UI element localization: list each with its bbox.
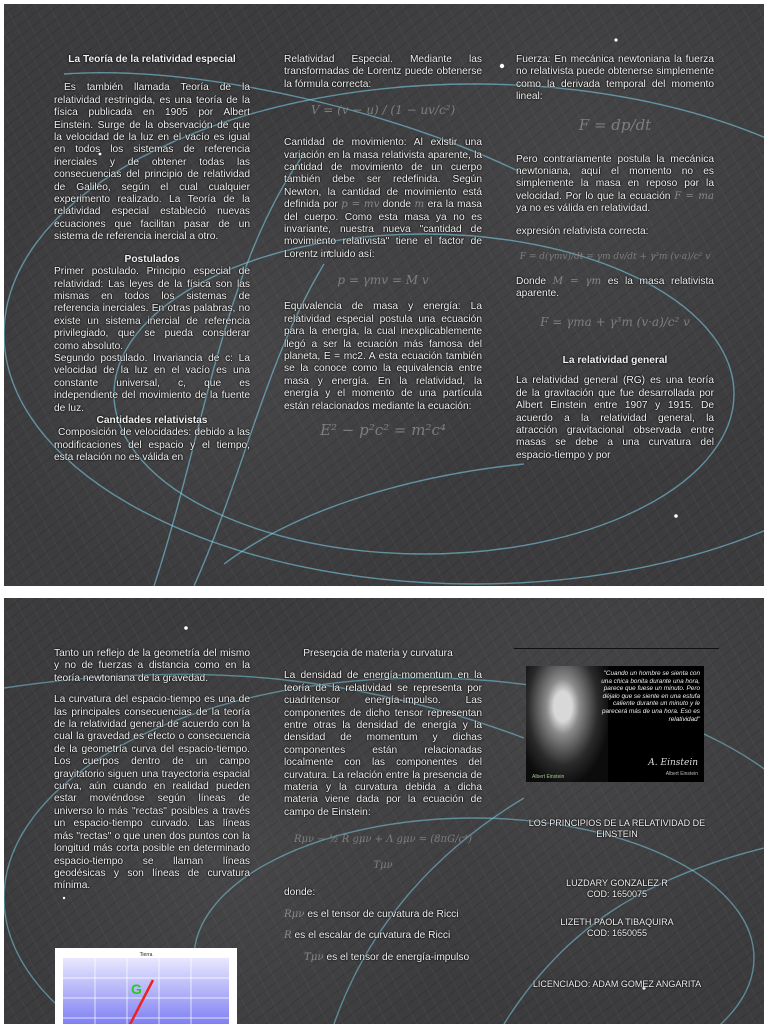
author-1-code: COD: 1650075 <box>586 889 648 899</box>
mass-energy-paragraph: Equivalencia de masa y energía: La relatividad especial postula una ecuación para la energía, la cual inexplicablemente llegó a ser la ecuación más famosa del planeta, E = mc2. A esta ecuación también se la conoce como la equivalencia entre masa y energía. En la relatividad, la energía y el momento de una partícula están relacionados mediante la ecuación: <box>284 301 482 412</box>
cover-title: LOS PRINCIPIOS DE LA RELATIVIDAD DE EINSTEIN <box>528 818 706 839</box>
figure-point-g: G <box>131 981 142 997</box>
quote-author: Albert Einstein <box>665 771 698 777</box>
mass-inline-eq: m <box>414 199 425 211</box>
contrast-text-b: ya no es válida en relatividad. <box>516 203 651 215</box>
spacetime-grid-image <box>55 948 237 1024</box>
signature: A. Einstein <box>648 758 698 768</box>
materia-curvatura-heading: Presencia de materia y curvatura <box>303 648 453 659</box>
page1-column-1 <box>54 54 250 465</box>
ricci-tensor-symbol: Rμν <box>284 908 305 920</box>
momentum-text-a: Cantidad de movimiento: Al existir una variación en la masa relativista aparente, la cantidad de movimiento de un cuerpo también debe ser redefinida. Según Newton, la cantidad de movimiento está definida por <box>284 137 482 211</box>
figure-label-tierra: Tierra <box>139 952 153 958</box>
relativistic-expression-label: expresión relativista correcta: <box>516 225 649 237</box>
ricci-scalar-symbol: R <box>284 930 292 942</box>
author-2-name: LIZETH PAOLA TIBAQUIRA <box>560 917 674 927</box>
apparent-mass-inline-eq: M = γm <box>552 276 602 288</box>
relatividad-general-heading: La relatividad general <box>562 354 668 366</box>
page2-column-2 <box>284 648 482 964</box>
postulado-1: Primer postulado. Principio especial de relatividad: Las leyes de la física son las mismas en todos los sistemas de referencia inerciales. En otras palabras, no existe un sistema inercial de referencia privilegiado, que se pueda considerar como absoluto. <box>54 266 250 352</box>
ricci-tensor-text: es el tensor de curvatura de Ricci <box>307 908 459 920</box>
energy-tensor-definition <box>284 952 482 964</box>
force-equation: F = dp/dt <box>578 115 652 134</box>
intro-paragraph: Es también llamada Teoría de la relatividad restringida, es una teoría de la física publicada en 1905 por Albert Einstein. Surge de la observación de que la velocidad de la luz en el vacío es igual en todos los sistemas de referencia inerciales y de obtener todas las consecuencias del principio de relatividad de Galileo, según el cual cualquier experimento realizado. La Teoría de la relatividad especial estableció nuevas ecuaciones que facilitan pasar de un sistema de referencia inercial a otro. <box>54 82 250 243</box>
author-1-name: LUZDARY GONZALEZ R <box>566 878 668 888</box>
contrast-text-a: Pero contrariamente postula la mecánica newtoniana, aquí el momento no es simplemente la masa en reposo por la velocidad. Por lo que la ecuación <box>516 153 714 202</box>
postulado-2: Segundo postulado. Invariancia de c: La velocidad de la luz en el vacío es una constante universal, c, que es independiente del movimiento de la fuente de luz. <box>54 352 250 414</box>
fma-inline-eq: F = ma <box>674 190 714 202</box>
lorentz-paragraph: Relatividad Especial. Mediante las transformadas de Lorentz puede obtenerse la fórmula correcta: <box>284 54 482 90</box>
energy-momentum-equation: E² − p²c² = m²c⁴ <box>320 420 446 439</box>
page2-column-1 <box>54 648 250 893</box>
momentum-text-b: donde <box>382 199 412 211</box>
force-text: En mecánica newtoniana la fuerza no relativista puede obtenerse simplemente como la derivada temporal del momento lineal: <box>516 54 714 103</box>
einstein-quote-image <box>526 666 704 782</box>
force-paragraph <box>516 54 714 104</box>
relativistic-force-equation: F = d(γmv)/dt = γm dv/dt + γ³m (v·a)/c² v <box>519 252 711 263</box>
divider-line <box>514 648 719 649</box>
momentum-text-c: era la masa del cuerpo. Como esta masa ya no es invariante, nuestra nueva "cantidad de movimiento relativista" tiene el factor de Lorentz incluido así: <box>284 199 482 260</box>
apparent-mass-text-a: Donde <box>516 276 547 288</box>
newtonian-contrast-paragraph <box>516 154 714 216</box>
postulados-heading: Postulados <box>124 253 180 265</box>
einstein-quote: "Cuando un hombre se sienta con una chica bonita durante una hora, parece que fuese un minuto. Pero déjalo que se siente en una estufa caliente durante un minuto y le parecerá más de una hora. Eso es relatividad" <box>601 670 700 723</box>
relativistic-momentum-equation: p = γmv = M v <box>337 273 429 288</box>
apparent-mass-paragraph <box>516 276 714 301</box>
force-label: Fuerza: <box>516 54 551 65</box>
einstein-field-equation: Rμν − ½ R gμν + Λ gμν = (8πG/c⁴) Tμν <box>294 834 472 872</box>
force-expanded-equation: F = γma + γ³m (v·a)/c² v <box>540 314 690 329</box>
page1-column-2 <box>284 54 482 447</box>
donde-label: donde: <box>284 887 316 899</box>
cantidades-paragraph: Composición de velocidades: debido a las modificaciones del espacio y el tiempo, esta relación no es válida en <box>54 427 250 464</box>
energy-tensor-symbol: Tμν <box>304 951 324 963</box>
section-title-relatividad-especial: La Teoría de la relatividad especial <box>68 54 236 65</box>
energy-momentum-paragraph: La densidad de energía-momentum en la teoría de la relatividad se representa por cuadritensor energía-impulso. Las componentes de dicho tensor representan entre otras la densidad de energía y la densidad de momentum y dichas componentes están relacionadas localmente con las componentes del curvatura. La relación entre la presencia de materia y la curvatura debida a dicha materia viene dada por la ecuación de campo de Einstein: <box>284 670 482 818</box>
momentum-inline-eq: p = mv <box>341 199 380 211</box>
page-2 <box>4 598 764 1024</box>
photo-credit: Albert Einstein <box>532 774 565 780</box>
ricci-scalar-definition <box>284 930 482 942</box>
momentum-paragraph <box>284 137 482 261</box>
energy-tensor-text: es el tensor de energía-impulso <box>326 951 470 963</box>
ricci-tensor-definition <box>284 909 482 921</box>
geometry-paragraph: Tanto un reflejo de la geometría del mismo y no de fuerzas a distancia como en la teoría newtoniana de la gravedad. <box>54 648 250 684</box>
curvature-paragraph: La curvatura del espacio-tiempo es una de las principales consecuencias de la teoría de la relatividad general de acuerdo con la cual la gravedad es efecto o consecuencia de la geometría curva del espacio-tiempo. Los cuerpos dentro de un campo gravitatorio siguen una trayectoria espacial curva, aún cuando en realidad pueden estar moviéndose según líneas de universo lo más "rectas" posibles a través un espacio-tiempo curvado. Las líneas más "rectas" o que unen dos puntos con la longitud más corta posible en determinado espacio-tiempo se llaman líneas geodésicas y son líneas de curvatura mínima. <box>54 694 250 892</box>
spacetime-curvature-figure <box>55 948 237 1024</box>
relatividad-general-paragraph: La relatividad general (RG) es una teoría de la gravitación que fue desarrollada por Albert Einstein entre 1907 y 1915. De acuerdo a la relatividad general, la atracción gravitacional observada entre masas se debe a una curvatura del espacio-tiempo y por <box>516 375 714 461</box>
cover-info <box>520 818 714 990</box>
page1-column-3 <box>516 54 714 462</box>
author-2-code: COD: 1650055 <box>586 928 648 938</box>
einstein-photo <box>526 666 608 782</box>
ricci-scalar-text: es el escalar de curvatura de Ricci <box>294 930 451 942</box>
cantidades-heading: Cantidades relativistas <box>96 414 208 426</box>
apparent-mass-text-b: es la masa relativista aparente. <box>516 276 714 300</box>
teacher-name: LICENCIADO: ADAM GOMEZ ANGARITA <box>532 979 702 989</box>
page-1 <box>4 4 764 586</box>
velocity-equation: V = (v − u) / (1 − uv/c²) <box>310 103 456 118</box>
